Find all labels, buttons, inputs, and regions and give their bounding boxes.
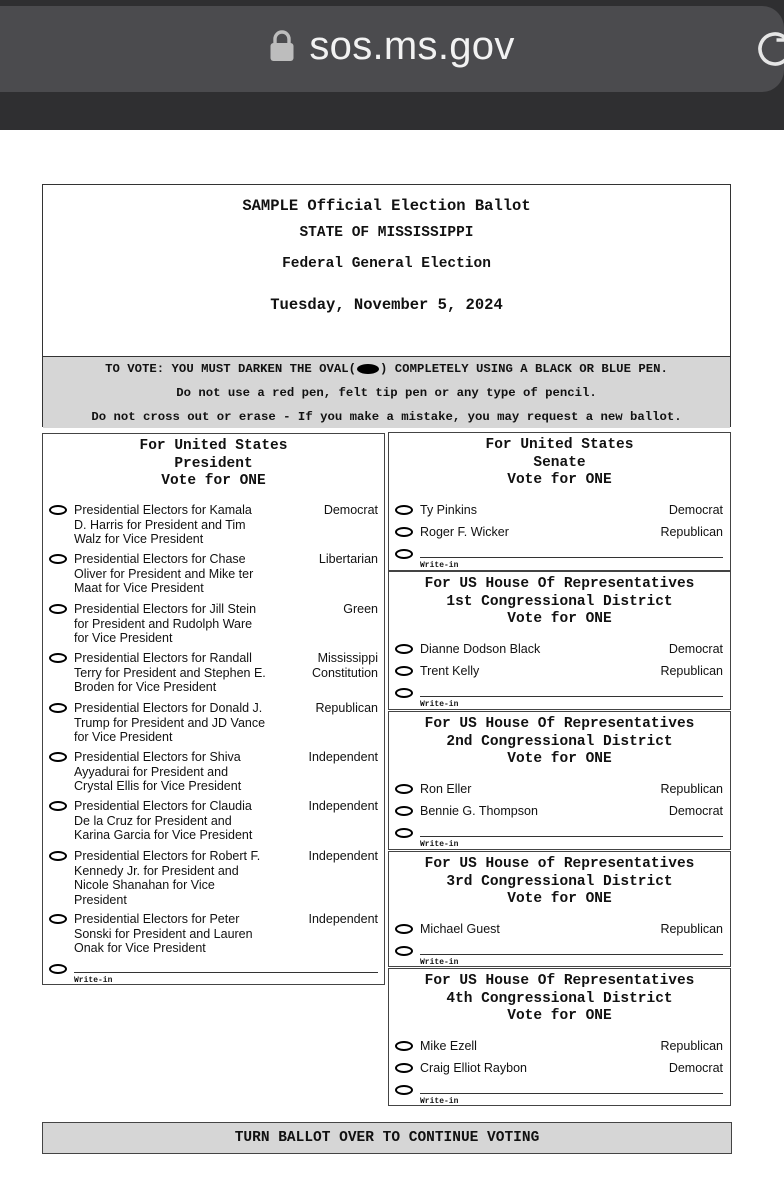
vote-oval[interactable]: [395, 688, 413, 698]
party-label: Republican: [660, 1039, 723, 1053]
write-in-label: Write-in: [74, 976, 113, 985]
ballot-date: Tuesday, November 5, 2024: [270, 296, 503, 314]
party-label: Republican: [660, 922, 723, 936]
candidate-name: Michael Guest: [420, 922, 500, 936]
ballot-state: STATE OF MISSISSIPPI: [299, 225, 474, 241]
party-label: [278, 503, 378, 518]
write-in-line[interactable]: [420, 556, 723, 558]
reload-icon[interactable]: [752, 26, 784, 77]
ballot-header: [42, 184, 731, 427]
vote-for-one-label: Vote for ONE: [507, 472, 612, 488]
candidate-name-line: Presidential Electors for Kamala: [74, 503, 252, 517]
candidate-name-line: for President and Rudolph Ware: [74, 616, 253, 631]
candidate-name-line: Presidential Electors for Peter: [74, 912, 240, 926]
instruction-line-1: TO VOTE: YOU MUST DARKEN THE OVAL( ) COMPLETELY USING A BLACK OR BLUE PEN.: [105, 362, 668, 376]
candidate-name: Dianne Dodson Black: [420, 642, 541, 656]
party-label: Democrat: [668, 804, 723, 818]
party-label-line: Independent: [308, 799, 378, 813]
party-label-line: Mississippi: [317, 651, 378, 665]
write-in-label: Write-in: [420, 840, 459, 849]
vote-oval[interactable]: [49, 851, 67, 861]
vote-oval[interactable]: [395, 549, 413, 559]
party-label: Democrat: [668, 1061, 723, 1075]
vote-oval[interactable]: [49, 554, 67, 564]
contest-title-line: 3rd Congressional District: [446, 873, 673, 890]
house-district-4-contest: [388, 968, 731, 1106]
party-label: [278, 651, 378, 680]
party-label-line: Green: [343, 602, 378, 616]
house-district-3-contest: [388, 851, 731, 967]
candidate-name-line: for Vice President: [74, 631, 173, 646]
contest-title-line: For US House Of Representatives: [424, 576, 695, 592]
write-in-label: Write-in: [420, 700, 459, 709]
candidate-name-line: Onak for Vice President: [74, 941, 206, 956]
party-label: Democrat: [668, 503, 723, 517]
vote-oval[interactable]: [395, 784, 413, 794]
party-label-line: Democrat: [323, 503, 378, 517]
house-district-2-contest: [388, 711, 731, 850]
candidate-name-line: Terry for President and Stephen E.: [74, 665, 266, 680]
url-text[interactable]: sos.ms.gov: [309, 23, 515, 68]
vote-for-one-label: Vote for ONE: [507, 611, 612, 627]
candidate-name-line: Crystal Ellis for Vice President: [74, 779, 242, 794]
candidate-name: Mike Ezell: [420, 1039, 477, 1053]
candidate-name-line: Presidential Electors for Randall: [74, 651, 252, 665]
contest-title-line: 2nd Congressional District: [446, 733, 673, 750]
party-label: Republican: [660, 664, 723, 678]
write-in-line[interactable]: [420, 835, 723, 837]
vote-oval[interactable]: [395, 946, 413, 956]
party-label-line: Independent: [308, 750, 378, 764]
candidate-name-line: Oliver for President and Mike ter: [74, 566, 254, 581]
candidate-name-line: Presidential Electors for Donald J.: [74, 701, 263, 715]
write-in-line[interactable]: [74, 971, 378, 973]
candidate-name: Craig Elliot Raybon: [420, 1061, 527, 1075]
candidate-name-line: Karina Garcia for Vice President: [74, 828, 253, 843]
party-label: Republican: [660, 782, 723, 796]
senate-contest: [388, 432, 731, 571]
write-in-line[interactable]: [420, 1092, 723, 1094]
instruction-line-2: Do not use a red pen, felt tip pen or any type of pencil.: [176, 386, 597, 400]
candidate-name-line: Presidential Electors for Jill Stein: [74, 602, 257, 616]
vote-oval[interactable]: [49, 752, 67, 762]
party-label-line: Republican: [315, 701, 378, 715]
party-label-line: Constitution: [311, 665, 378, 680]
party-label: [278, 552, 378, 567]
candidate-name-line: for Vice President: [74, 730, 173, 745]
lock-icon: [269, 29, 295, 63]
candidate-name: Ron Eller: [420, 782, 472, 796]
vote-oval[interactable]: [395, 644, 413, 654]
vote-oval[interactable]: [395, 505, 413, 515]
vote-oval[interactable]: [49, 505, 67, 515]
party-label: Republican: [660, 525, 723, 539]
write-in-line[interactable]: [420, 695, 723, 697]
voting-instructions: [43, 356, 730, 428]
vote-oval[interactable]: [395, 666, 413, 676]
vote-oval[interactable]: [395, 828, 413, 838]
filled-oval-icon: [357, 364, 379, 374]
turn-ballot-over-banner: TURN BALLOT OVER TO CONTINUE VOTING: [42, 1122, 732, 1154]
contest-title-line: For United States: [485, 437, 634, 453]
ballot-title: SAMPLE Official Election Ballot: [242, 197, 531, 215]
vote-oval[interactable]: [49, 604, 67, 614]
candidate-name-line: Presidential Electors for Robert F.: [74, 849, 261, 863]
candidate-name-line: President: [74, 893, 127, 908]
vote-oval[interactable]: [395, 806, 413, 816]
candidate-name: Roger F. Wicker: [420, 525, 509, 539]
browser-toolbar: [0, 0, 784, 130]
candidate-name-line: Presidential Electors for Chase: [74, 552, 246, 566]
ballot-election-name: Federal General Election: [282, 256, 491, 272]
vote-oval[interactable]: [395, 924, 413, 934]
party-label-line: Libertarian: [318, 552, 378, 566]
vote-oval[interactable]: [49, 964, 67, 974]
party-label: Democrat: [668, 642, 723, 656]
candidate-name-line: D. Harris for President and Tim: [74, 517, 246, 532]
contest-title-line: 1st Congressional District: [446, 593, 673, 610]
vote-oval[interactable]: [49, 801, 67, 811]
write-in-label: Write-in: [420, 561, 459, 570]
party-label: [278, 602, 378, 617]
candidate-name: Ty Pinkins: [420, 503, 477, 517]
write-in-label: Write-in: [420, 958, 459, 967]
party-label: [278, 750, 378, 765]
president-contest: [42, 433, 385, 985]
vote-for-one-label: Vote for ONE: [161, 473, 266, 489]
house-district-1-contest: [388, 571, 731, 710]
contest-title-line: For United States: [139, 438, 288, 454]
vote-oval[interactable]: [395, 1085, 413, 1095]
contest-title-line: For US House of Representatives: [424, 856, 695, 872]
vote-oval[interactable]: [395, 1063, 413, 1073]
party-label-line: Independent: [308, 849, 378, 863]
vote-for-one-label: Vote for ONE: [507, 1008, 612, 1024]
write-in-line[interactable]: [420, 953, 723, 955]
candidate-name-line: Nicole Shanahan for Vice: [74, 878, 215, 893]
contest-title-line: Senate: [533, 454, 586, 471]
candidate-name-line: Kennedy Jr. for President and: [74, 863, 239, 878]
candidate-name-line: Broden for Vice President: [74, 680, 217, 695]
vote-oval[interactable]: [49, 914, 67, 924]
party-label: [278, 912, 378, 927]
contest-title-line: For US House Of Representatives: [424, 716, 695, 732]
instruction-line-3: Do not cross out or erase - If you make a mistake, you may request a new ballot.: [91, 410, 682, 424]
candidate-name-line: Sonski for President and Lauren: [74, 926, 253, 941]
candidate-name-line: Trump for President and JD Vance: [74, 715, 266, 730]
vote-oval[interactable]: [395, 1041, 413, 1051]
vote-for-one-label: Vote for ONE: [507, 891, 612, 907]
candidate-name-line: Walz for Vice President: [74, 532, 204, 547]
party-label: [278, 849, 378, 864]
candidate-name-line: De la Cruz for President and: [74, 813, 232, 828]
contest-title-line: 4th Congressional District: [446, 990, 673, 1007]
vote-for-one-label: Vote for ONE: [507, 751, 612, 767]
candidate-name: Bennie G. Thompson: [420, 804, 538, 818]
vote-oval[interactable]: [395, 527, 413, 537]
contest-title-line: President: [174, 455, 253, 472]
write-in-label: Write-in: [420, 1097, 459, 1106]
candidate-name: Trent Kelly: [420, 664, 480, 678]
vote-oval[interactable]: [49, 703, 67, 713]
candidate-name-line: Presidential Electors for Claudia: [74, 799, 252, 813]
party-label: [278, 799, 378, 814]
candidate-name-line: Presidential Electors for Shiva: [74, 750, 241, 764]
candidate-name-line: Maat for Vice President: [74, 581, 204, 596]
vote-oval[interactable]: [49, 653, 67, 663]
party-label-line: Independent: [308, 912, 378, 926]
party-label: [278, 701, 378, 716]
contest-title-line: For US House Of Representatives: [424, 973, 695, 989]
candidate-name-line: Ayyadurai for President and: [74, 764, 229, 779]
